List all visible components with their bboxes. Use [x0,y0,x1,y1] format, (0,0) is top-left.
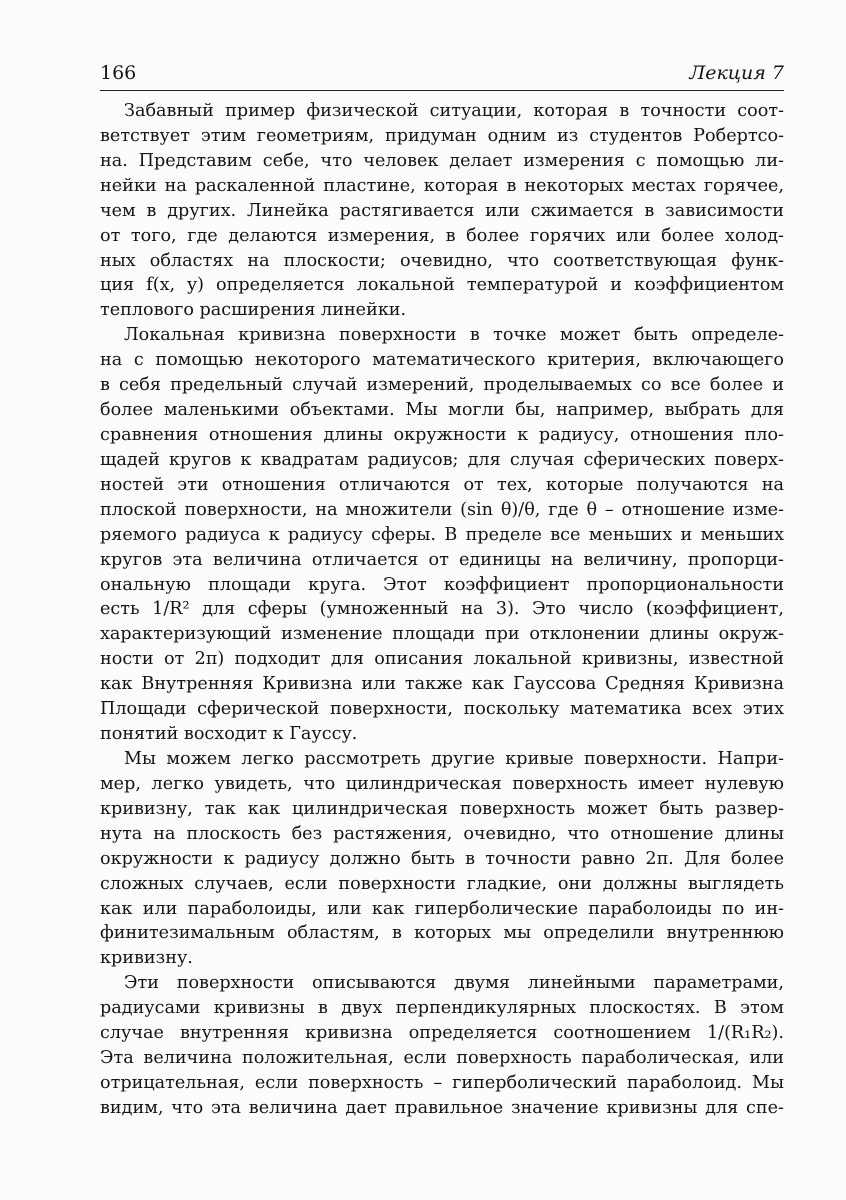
text-line: плоской поверхности, на множители (sin θ)/θ, где θ – отношение изме- [100,499,784,520]
text-line: Локальная кривизна поверхности в точке может быть определе- [124,325,784,346]
text-line: нейки на раскаленной пластине, которая в некоторых местах горячее, [100,175,784,196]
text-line: на с помощью некоторого математического критерия, включающего [100,350,784,371]
running-head: Лекция 7 [689,62,784,84]
text-line: видим, что эта величина дает правильное значение кривизны для спе- [100,1097,784,1118]
text-line: щадей кругов к квадратам радиусов; для случая сферических поверх- [100,449,784,470]
text-line: сравнения отношения длины окружности к радиусу, отношения пло- [100,424,784,445]
text-line: в себя предельный случай измерений, проделываемых со все более и [100,375,784,396]
text-line: есть 1/R² для сферы (умноженный на 3). Это число (коэффициент, [100,599,784,620]
text-line: кривизну, так как цилиндрическая поверхность может быть развер- [100,798,784,819]
header-rule [100,90,784,91]
text-line: кривизну. [100,948,193,969]
text-line: сложных случаев, если поверхности гладкие, они должны выглядеть [100,873,784,894]
text-line: от того, где делаются измерения, в более горячих или более холод- [100,225,784,246]
text-line: ностей эти отношения отличаются от тех, которые получаются на [100,474,784,495]
text-line: финитезимальным областям, в которых мы определили внутреннюю [100,923,784,944]
text-line: понятий восходит к Гауссу. [100,724,358,745]
text-line: на. Представим себе, что человек делает измерения с помощью ли- [100,150,784,171]
text-line: как или параболоиды, или как гиперболические параболоиды по ин- [100,898,784,919]
paragraph [100,747,784,971]
text-line: случае внутренняя кривизна определяется соотношением 1/(R₁R₂). [100,1023,784,1044]
text-line: Эти поверхности описываются двумя линейными параметрами, [124,973,784,994]
text-line: мер, легко увидеть, что цилиндрическая поверхность имеет нулевую [100,773,784,794]
text-line: теплового расширения линейки. [100,300,407,321]
paragraph [100,971,784,1121]
page-header [100,58,784,88]
text-line: ветствует этим геометриям, придуман одним из студентов Робертсо- [100,125,784,146]
body-text [100,99,784,1121]
text-line: окружности к радиусу должно быть в точности равно 2π. Для более [100,848,784,869]
text-line: Эта величина положительная, если поверхность параболическая, или [100,1048,784,1069]
text-line: как Внутренняя Кривизна или также как Гауссова Средняя Кривизна [100,674,784,695]
text-line: ция f(x, y) определяется локальной температурой и коэффициентом [100,275,784,296]
text-line: кругов эта величина отличается от единицы на величину, пропорци- [100,549,784,570]
text-line: более маленькими объектами. Мы могли бы, например, выбрать для [100,400,784,421]
page-number: 166 [100,62,137,84]
text-line: ряемого радиуса к радиусу сферы. В пределе все меньших и меньших [100,524,784,545]
text-line: Площади сферической поверхности, поскольку математика всех этих [100,699,784,720]
text-line: ональную площади круга. Этот коэффициент пропорциональности [100,574,784,595]
text-line: характеризующий изменение площади при отклонении длины окруж- [100,624,784,645]
paragraph [100,323,784,747]
text-line: чем в других. Линейка растягивается или сжимается в зависимости [100,200,784,221]
text-line: ности от 2π) подходит для описания локальной кривизны, известной [100,649,784,670]
text-line: ных областях на плоскости; очевидно, что соответствующая функ- [100,250,784,271]
text-line: отрицательная, если поверхность – гиперболический параболоид. Мы [100,1072,784,1093]
text-line: радиусами кривизны в двух перпендикулярных плоскостях. В этом [100,998,784,1019]
text-line: Мы можем легко рассмотреть другие кривые поверхности. Напри- [124,748,784,769]
text-line: Забавный пример физической ситуации, которая в точности соот- [124,101,784,121]
paragraph [100,99,784,323]
text-line: нута на плоскость без растяжения, очевидно, что отношение длины [100,823,784,844]
